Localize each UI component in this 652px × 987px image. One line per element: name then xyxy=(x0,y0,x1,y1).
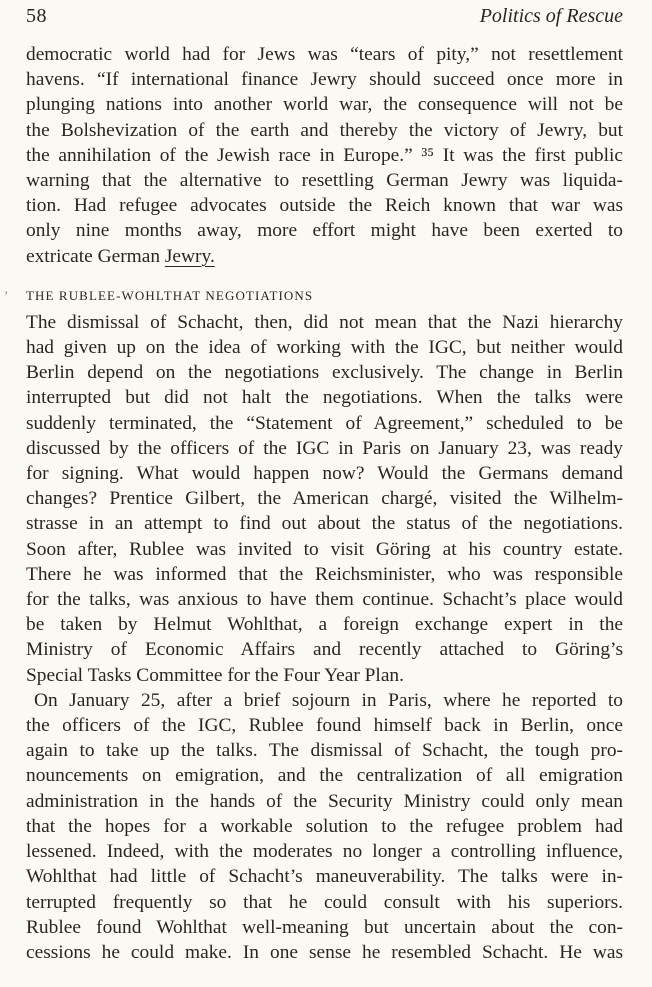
section-heading xyxy=(4,287,623,304)
text-line: havens. “If international finance Jewry should succeed once more in xyxy=(26,69,623,91)
text-line: the Bolshevization of the earth and thereby the victory of Jewry, but xyxy=(26,119,623,141)
text-line: lessened. Indeed, with the moderates no longer a controlling influence, xyxy=(26,841,623,863)
text-line: had given up on the idea of working with the IGC, but neither would xyxy=(26,337,623,359)
text-line: The dismissal of Schacht, then, did not mean that the Nazi hierarchy xyxy=(26,311,623,333)
text-line: There he was informed that the Reichsminister, who was responsible xyxy=(26,563,623,585)
text-line: On January 25, after a brief sojourn in Paris, where he reported to xyxy=(34,689,623,711)
text-line: interrupted but did not halt the negotiations. When the talks were xyxy=(26,387,623,409)
running-title: Politics of Rescue xyxy=(479,5,623,27)
underlined-text: Jewry. xyxy=(164,245,215,267)
book-page xyxy=(4,4,623,965)
text-line: plunging nations into another world war, the consequence will not be xyxy=(26,94,623,116)
text-line: Berlin depend on the negotiations exclusively. The change in Berlin xyxy=(26,362,623,384)
text-line: nouncements on emigration, and the centralization of all emigration xyxy=(26,765,623,787)
text-line: strasse in an attempt to find out about the status of the negotiations. xyxy=(26,513,623,535)
paragraph-2 xyxy=(26,310,623,688)
text-line: again to take up the talks. The dismissal of Schacht, the tough pro- xyxy=(26,740,623,762)
text-line: cessions he could make. In one sense he resembled Schacht. He was xyxy=(26,941,623,963)
text-line: discussed by the officers of the IGC in Paris on January 23, was ready xyxy=(26,437,623,459)
margin-mark: ’ xyxy=(4,287,10,303)
text-line: terrupted frequently so that he could consult with his superiors. xyxy=(26,891,623,913)
text-line: changes? Prentice Gilbert, the American chargé, visited the Wilhelm- xyxy=(26,488,623,510)
page-number: 58 xyxy=(26,5,47,27)
text-line: Rublee found Wohlthat well-meaning but uncertain about the con- xyxy=(26,916,623,938)
text-line: for the talks, was anxious to have them continue. Schacht’s place would xyxy=(26,589,623,611)
text-line: Special Tasks Committee for the Four Year Plan. xyxy=(26,664,404,686)
text-line: only nine months away, more effort might have been exerted to xyxy=(26,220,623,242)
text-line: tion. Had refugee advocates outside the Reich known that war was xyxy=(26,195,623,217)
text-line: Soon after, Rublee was invited to visit Göring at his country estate. xyxy=(26,538,623,560)
text-line xyxy=(26,244,623,269)
paragraph-3 xyxy=(26,688,623,965)
text-line: the annihilation of the Jewish race in Europe.” ³⁵ It was the first public xyxy=(26,144,623,166)
text-line: Wohlthat had little of Schacht’s maneuverability. The talks were in- xyxy=(26,866,623,888)
text-line: Ministry of Economic Affairs and recently attached to Göring’s xyxy=(26,639,623,661)
text-fragment: extricate German xyxy=(26,245,165,267)
text-line: administration in the hands of the Security Ministry could only mean xyxy=(26,790,623,812)
text-line: warning that the alternative to resettling German Jewry was liquida- xyxy=(26,170,623,192)
text-line: suddenly terminated, the “Statement of Agreement,” scheduled to be xyxy=(26,412,623,434)
text-line: for signing. What would happen now? Would the Germans demand xyxy=(26,463,623,485)
text-line: democratic world had for Jews was “tears of pity,” not resettlement xyxy=(26,44,623,65)
paragraph-1 xyxy=(26,42,623,269)
running-head xyxy=(26,4,623,28)
text-line: that the hopes for a workable solution to the refugee problem had xyxy=(26,815,623,837)
section-heading-text: THE RUBLEE-WOHLTHAT NEGOTIATIONS xyxy=(26,287,314,303)
text-line: the officers of the IGC, Rublee found himself back in Berlin, once xyxy=(26,715,623,737)
text-line: be taken by Helmut Wohlthat, a foreign exchange expert in the xyxy=(26,614,623,636)
